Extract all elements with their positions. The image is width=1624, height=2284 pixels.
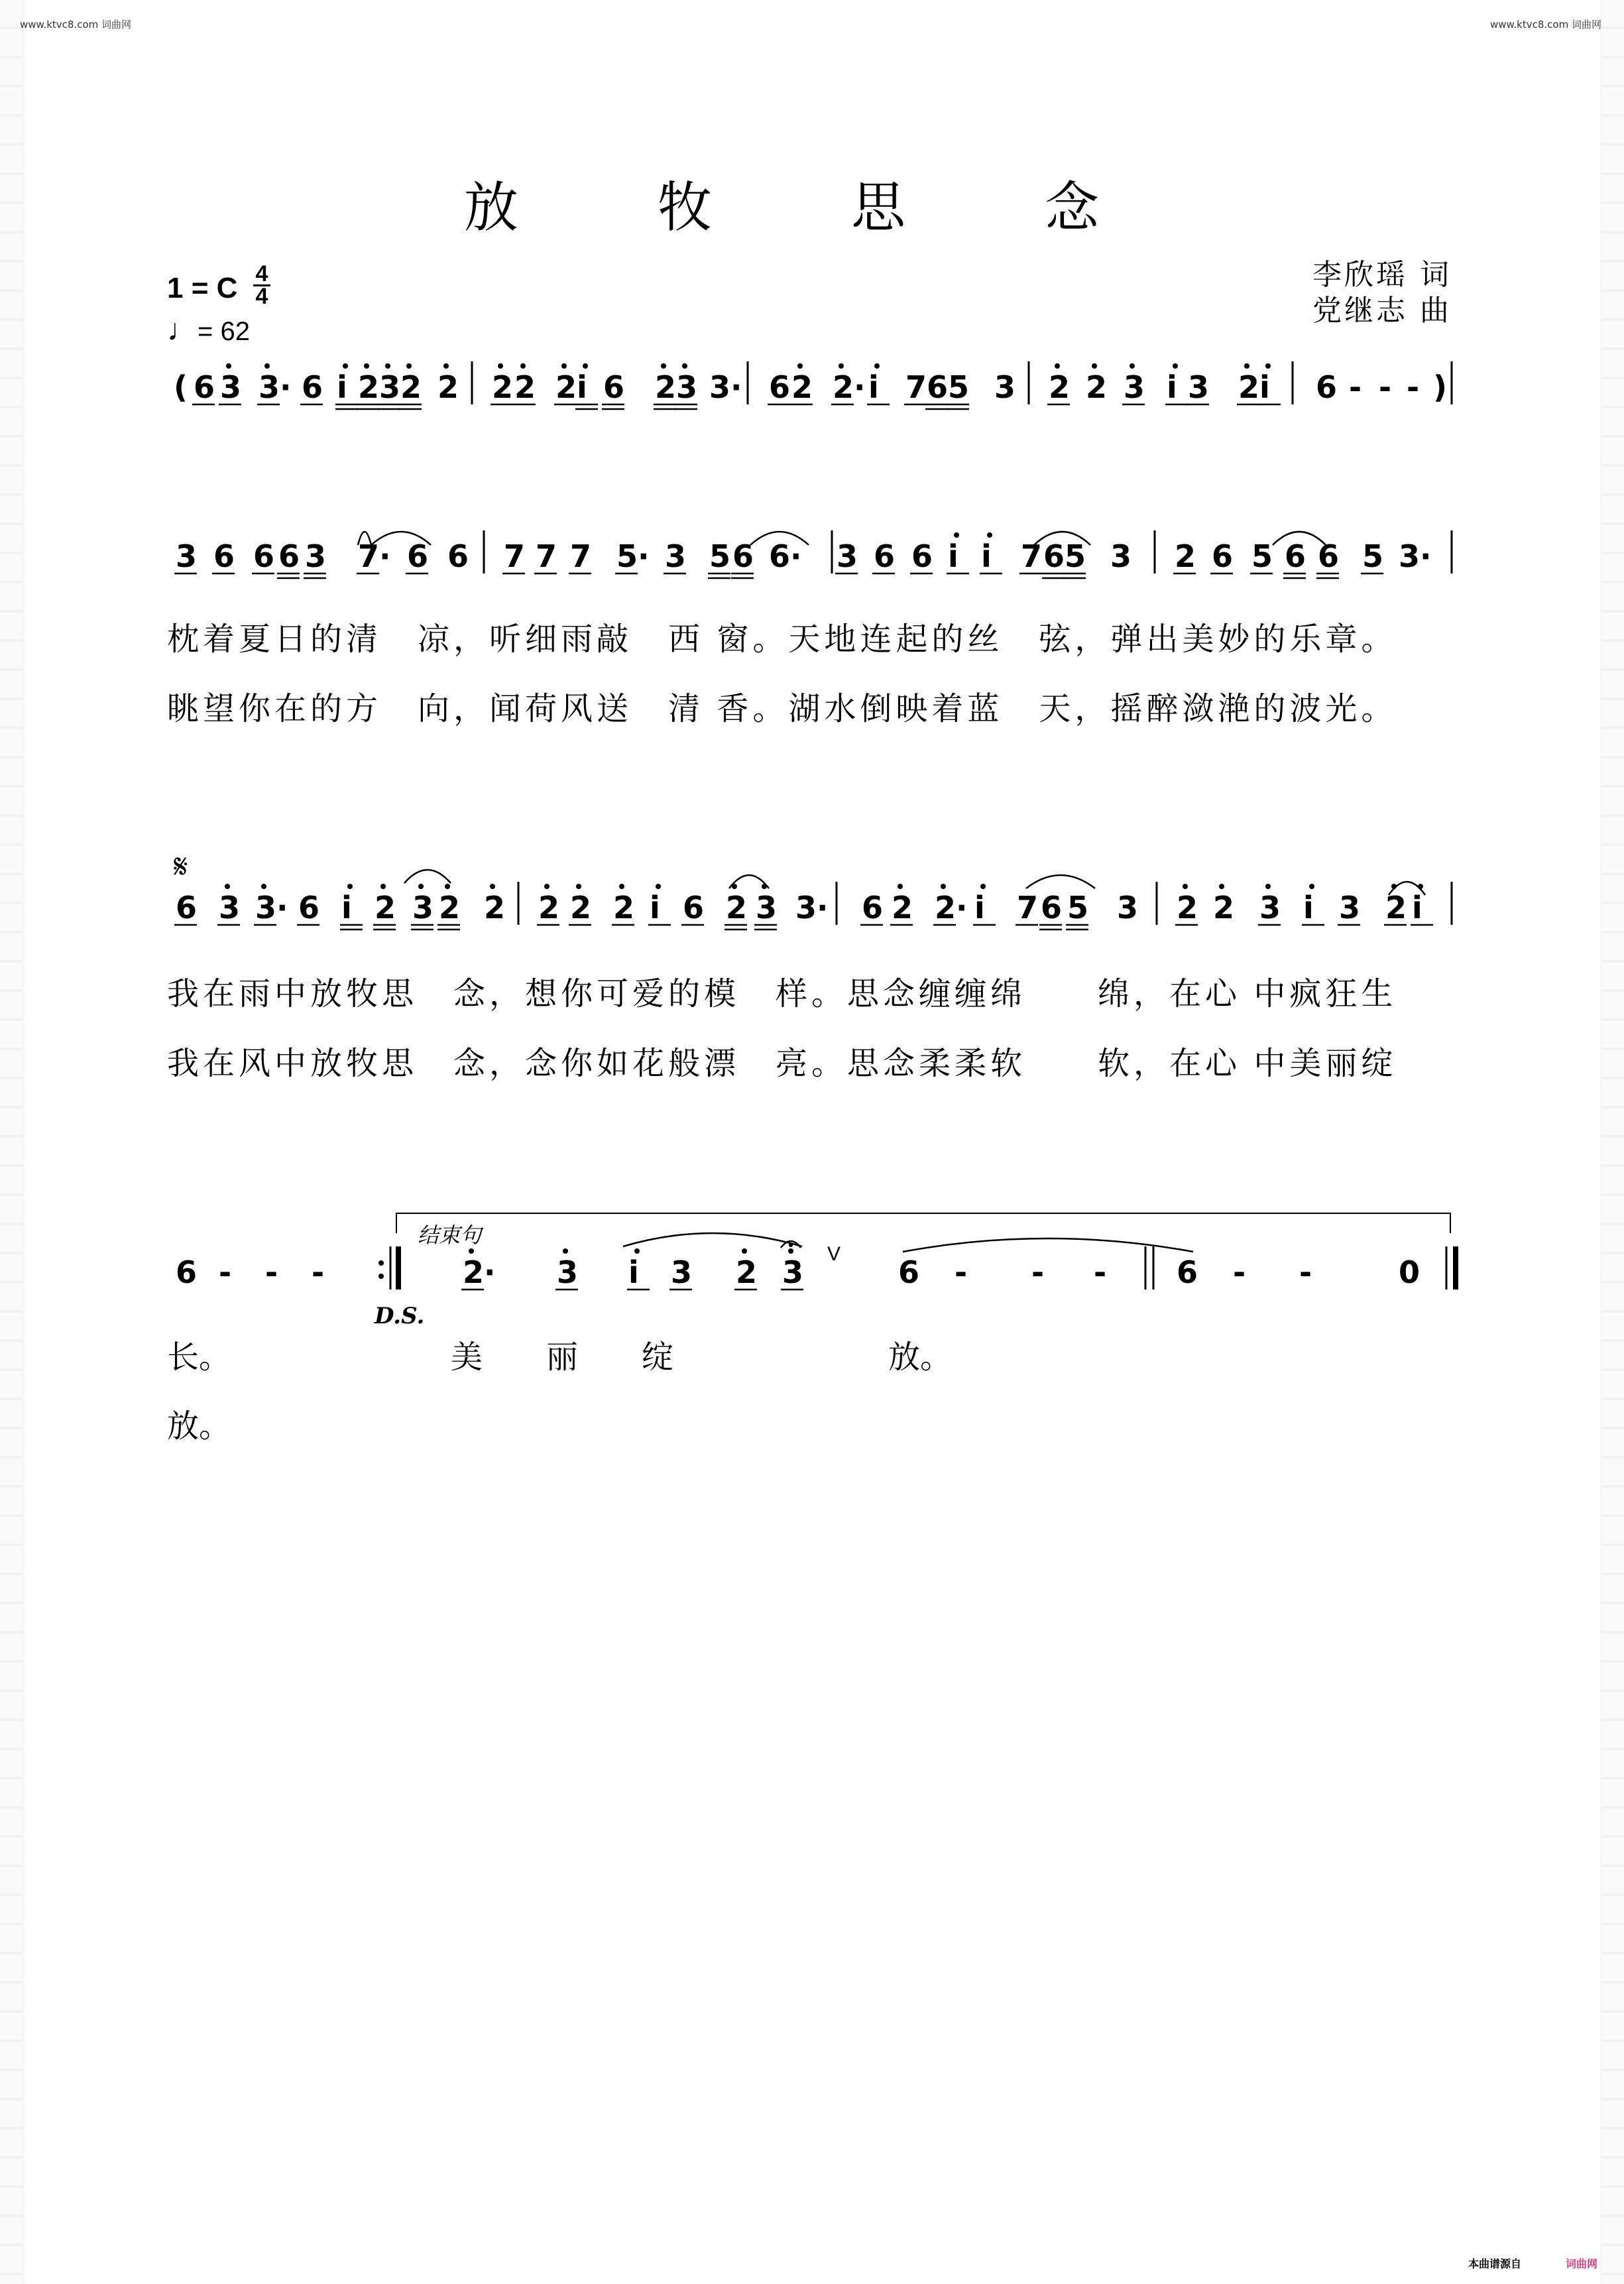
octave-dot [1173,363,1178,369]
jianpu-note: - [955,1254,968,1290]
ending-label: 结束句 [418,1223,482,1247]
octave-dot [1265,884,1271,889]
ending-bracket [396,1213,1450,1233]
jianpu-note: - [1299,1254,1312,1290]
jianpu-note: 2 [613,890,635,926]
jianpu-note: 6 [1318,538,1340,574]
jianpu-note: 3 [756,890,778,926]
jianpu-note: 2 [570,890,592,926]
jianpu-note: 3· [255,890,288,926]
jianpu-note: 3 [676,369,698,405]
jianpu-note: - [1379,369,1392,405]
jianpu-note: 2 [1177,890,1198,926]
breath-mark: V [827,1243,841,1265]
octave-dot [226,363,231,369]
jianpu-note: 6 [874,538,896,574]
jianpu-note: 3· [1399,538,1432,574]
jianpu-note: 2 [439,890,461,926]
tie-slur [1026,875,1095,888]
octave-dot [1130,363,1135,369]
jianpu-note: 2 [1049,369,1071,405]
jianpu-note: i [1303,890,1314,926]
jianpu-note: 6 [1212,538,1234,574]
jianpu-note: 2· [935,890,968,926]
octave-dot [443,363,449,369]
octave-dot [898,884,903,889]
jianpu-note: 7 [905,369,927,405]
lyrics-line2-verse2: 眺望你在的方 向，闻荷风送 清 香。湖水倒映着蓝 天，摇醉潋滟的波光。 [167,691,1397,727]
octave-dot [261,884,266,889]
octave-dot [1092,363,1097,369]
jianpu-note: 3 [782,1254,804,1290]
lyrics-line2-verse1: 枕着夏日的清 凉，听细雨敲 西 窗。天地连起的丝 弦，弹出美妙的乐章。 [167,622,1397,657]
octave-dot [742,1248,747,1254]
score-line-4 [176,1246,1420,1290]
octave-dot [941,884,946,889]
jianpu-note: 2 [400,369,422,405]
octave-dot [839,363,844,369]
jianpu-note: 6 [1316,369,1338,405]
octave-dot [347,884,353,889]
octave-dot [364,363,369,369]
jianpu-note: 3 [176,538,198,574]
tempo-value: = 62 [198,317,250,346]
jianpu-note: 3 [305,538,327,574]
octave-dot [583,363,588,369]
jianpu-note: - [1349,369,1362,405]
jianpu-note: 3· [709,369,742,405]
lyrics-line4-verse1-b: 美 丽 绽 [451,1340,674,1375]
jianpu-note: 7 [536,538,557,574]
jianpu-note: 3· [795,890,829,926]
jianpu-note: 2 [1213,890,1235,926]
tie-slur [903,1238,1193,1252]
jianpu-note: i [948,538,958,574]
quarter-note-icon: ♩ [167,312,198,347]
octave-dot [418,884,424,889]
jianpu-note: 2 [1086,369,1108,405]
jianpu-note: 3 [671,1254,693,1290]
footer-brand[interactable]: 词曲网 [1566,2259,1598,2270]
jianpu-note: 3 [1188,369,1210,405]
jianpu-note: 6 [1177,1254,1198,1290]
jianpu-note: 2 [555,369,577,405]
jianpu-note: 6 [927,369,949,405]
jianpu-note: 6 [1285,538,1306,574]
jianpu-note: i [1167,369,1177,405]
jianpu-note: 5 [1065,538,1086,574]
jianpu-note: 5 [1362,538,1384,574]
jianpu-note: i [337,369,347,405]
fermata-dot [789,1243,793,1247]
octave-dot [264,363,270,369]
jianpu-note: 3· [259,369,292,405]
jianpu-note: 6 [447,538,469,574]
jianpu-note: i [650,890,660,926]
jianpu-note: 2 [538,890,560,926]
jianpu-note: i [1412,890,1422,926]
octave-dot [343,363,348,369]
lyrics-line4-verse1-a: 长。 [167,1340,231,1375]
jianpu-note: 2 [736,1254,758,1290]
jianpu-note: 6 [176,890,198,926]
jianpu-note: 6 [253,538,275,574]
jianpu-note: 3 [1110,538,1132,574]
octave-dot [385,363,390,369]
octave-dot [561,363,567,369]
jianpu-note: 2 [791,369,813,405]
jianpu-note: i [974,890,985,926]
octave-dot [544,884,550,889]
jianpu-note: 3 [1117,890,1139,926]
jianpu-note: 7 [570,538,592,574]
jianpu-note: 2 [437,369,459,405]
jianpu-note: 6 [769,369,791,405]
jianpu-note: 6 [1041,890,1063,926]
octave-dot [661,363,666,369]
jianpu-note: 3 [412,890,434,926]
jianpu-note: - [312,1254,325,1290]
jianpu-note: i [628,1254,639,1290]
time-signature-bottom: 4 [255,284,268,309]
jianpu-note: 6 [407,538,429,574]
jianpu-note: 6 [911,538,933,574]
jianpu-note: - [265,1254,278,1290]
jianpu-note: 2 [492,369,514,405]
jianpu-note: 2 [1175,538,1196,574]
jianpu-note: 2 [375,890,396,926]
octave-dot [1219,884,1224,889]
octave-dot [469,1248,474,1254]
octave-dot [520,363,526,369]
lyrics-line3-verse2: 我在风中放牧思 念，念你如花般漂 亮。思念柔柔软 软，在心 中美丽绽 [167,1046,1397,1081]
jianpu-note: i [341,890,352,926]
footer-source: 本曲谱源自 [1468,2259,1522,2270]
jianpu-note: ) [1433,369,1448,405]
time-signature-top: 4 [255,261,268,286]
jianpu-note: 2 [484,890,506,926]
jianpu-note: 2 [726,890,748,926]
jianpu-note: 6· [769,538,802,574]
jianpu-note: 6 [732,538,754,574]
site-url-left[interactable]: www.ktvc8.com 词曲网 [20,19,132,30]
jianpu-note: 7 [504,538,526,574]
lyrics-line4-verse1-c: 放。 [888,1340,953,1375]
octave-dot [1055,363,1060,369]
jianpu-note: 6 [213,538,235,574]
jianpu-note: 6 [298,890,320,926]
da-segno-mark: D.S. [375,1303,425,1329]
jianpu-note: 6 [302,369,323,405]
octave-dot [874,363,880,369]
lyrics-line3-verse1: 我在雨中放牧思 念，想你可爱的模 样。思念缠缠绵 绵，在心 中疯狂生 [167,977,1397,1012]
jianpu-note: ( [174,369,188,405]
octave-dot [445,884,450,889]
jianpu-note: - [1094,1254,1107,1290]
song-title: 放 牧 思 念 [463,176,1161,239]
octave-dot [980,884,986,889]
jianpu-note: 2 [514,369,536,405]
octave-dot [788,1248,793,1254]
jianpu-note: 5 [948,369,970,405]
jianpu-note: 6 [603,369,625,405]
jianpu-note: 6 [683,890,705,926]
octave-dot [1265,363,1271,369]
jianpu-note: - [219,1254,232,1290]
jianpu-note: i [868,369,879,405]
jianpu-note: 2· [833,369,866,405]
octave-dot [406,363,412,369]
octave-dot [563,1248,568,1254]
jianpu-note: 0 [1399,1254,1421,1290]
jianpu-note: - [1031,1254,1045,1290]
jianpu-note: 3 [665,538,687,574]
jianpu-note: 7· [358,538,391,574]
jianpu-note: 5· [616,538,650,574]
jianpu-note: 6 [862,890,884,926]
octave-dot [987,532,992,538]
octave-dot [576,884,581,889]
jianpu-note: i [1259,369,1270,405]
jianpu-note: 3 [837,538,858,574]
jianpu-note: 5 [1251,538,1273,574]
octave-dot [634,1248,640,1254]
score-line-3 [174,882,1452,930]
jianpu-note: 2 [1385,890,1407,926]
jianpu-note: 6 [1043,538,1065,574]
octave-dot [619,884,624,889]
jianpu-note: - [1407,369,1420,405]
jianpu-note: 6 [176,1254,198,1290]
repeat-dot [378,1274,384,1279]
score-line-2 [174,530,1452,578]
jianpu-note: 3 [220,369,242,405]
octave-dot [380,884,386,889]
jianpu-note: 3 [557,1254,579,1290]
octave-dot [1309,884,1314,889]
jianpu-note: 5 [1067,890,1089,926]
tie-slur [404,870,451,883]
jianpu-note: - [1233,1254,1246,1290]
jianpu-note: 2 [892,890,913,926]
octave-dot [225,884,230,889]
jianpu-note: 2 [655,369,677,405]
jianpu-note: 2 [358,369,380,405]
jianpu-note: 3 [1339,890,1361,926]
jianpu-note: i [981,538,992,574]
octave-dot [954,532,959,538]
octave-dot [1183,884,1188,889]
jianpu-note: 6 [278,538,300,574]
composer-credit: 党继志 曲 [1312,294,1452,328]
jianpu-note: 2 [1238,369,1260,405]
key-signature: 1 = C [167,272,238,304]
jianpu-note: 3 [219,890,241,926]
octave-dot [498,363,503,369]
octave-dot [656,884,661,889]
site-url-right[interactable]: www.ktvc8.com 词曲网 [1489,19,1601,30]
score-line-1 [174,361,1452,409]
jianpu-note: 6 [898,1254,920,1290]
jianpu-note: 3 [1259,890,1281,926]
octave-dot [797,363,803,369]
jianpu-note: 3 [1124,369,1145,405]
jianpu-note: 5 [709,538,731,574]
jianpu-note: 3 [379,369,401,405]
tie-slur [623,1233,802,1246]
jianpu-note: 7 [1017,890,1039,926]
jianpu-note: 3 [994,369,1016,405]
jianpu-note: 6 [194,369,215,405]
segno-sign: 𝄋 [174,848,188,885]
jianpu-note: 2· [463,1254,496,1290]
octave-dot [682,363,687,369]
octave-dot [490,884,495,889]
repeat-dot [378,1260,384,1266]
lyricist-credit: 李欣瑶 词 [1312,258,1452,292]
jianpu-note: 7 [1021,538,1043,574]
jianpu-note: i [577,369,587,405]
lyrics-line4-verse2: 放。 [167,1409,231,1444]
octave-dot [1244,363,1249,369]
